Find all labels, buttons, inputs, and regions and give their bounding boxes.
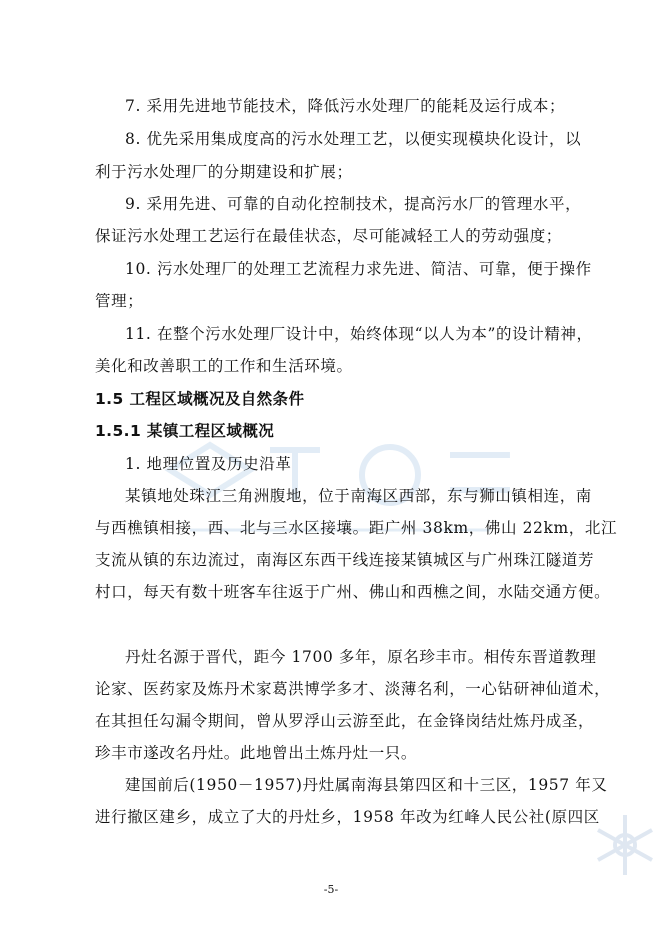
text-line: 11. 在整个污水处理厂设计中，始终体现“以人为本”的设计精神， xyxy=(125,325,593,343)
text-line: 进行撤区建乡，成立了大的丹灶乡，1958 年改为红峰人民公社(原四区 xyxy=(95,808,600,826)
text-line: 9. 采用先进、可靠的自动化控制技术，提高污水厂的管理水平， xyxy=(125,195,582,213)
subsection-heading: 1.5.1 某镇工程区域概况 xyxy=(95,422,275,440)
text-line: 与西樵镇相接，西、北与三水区接壤。距广州 38km，佛山 22km，北江 xyxy=(95,519,618,537)
text-line: 在其担任勾漏令期间，曾从罗浮山云游至此，在金锋岗结灶炼丹成圣， xyxy=(95,712,595,730)
text-line: 论家、医药家及炼丹术家葛洪博学多才、淡薄名利，一心钻研神仙道术， xyxy=(95,680,611,698)
sub-heading: 1. 地理位置及历史沿革 xyxy=(125,455,292,473)
text-line: 丹灶名源于晋代，距今 1700 多年，原名珍丰市。相传东晋道教理 xyxy=(125,648,597,666)
text-line: 利于污水处理厂的分期建设和扩展； xyxy=(95,163,353,181)
text-line: 8. 优先采用集成度高的污水处理工艺，以便实现模块化设计，以 xyxy=(125,130,582,148)
snowflake-watermark-icon xyxy=(590,810,660,880)
text-line: 珍丰市遂改名丹灶。此地曾出土炼丹灶一只。 xyxy=(95,744,418,762)
text-line: 10. 污水处理厂的处理工艺流程力求先进、简洁、可靠，便于操作 xyxy=(125,260,592,278)
section-heading: 1.5 工程区域概况及自然条件 xyxy=(95,390,305,408)
text-line: 美化和改善职工的工作和生活环境。 xyxy=(95,357,353,375)
text-line: 保证污水处理工艺运行在最佳状态，尽可能减轻工人的劳动强度； xyxy=(95,227,562,245)
text-line: 管理； xyxy=(95,292,144,310)
text-line: 建国前后(1950－1957)丹灶属南海县第四区和十三区，1957 年又 xyxy=(125,776,608,794)
text-line: 7. 采用先进地节能技术，降低污水处理厂的能耗及运行成本； xyxy=(125,97,566,115)
text-line: 村口，每天有数十班客车往返于广州、佛山和西樵之间，水陆交通方便。 xyxy=(95,583,611,601)
text-line: 支流从镇的东边流过，南海区东西干线连接某镇城区与广州珠江隧道芳 xyxy=(95,551,595,569)
text-line: 某镇地处珠江三角洲腹地，位于南海区西部，东与狮山镇相连，南 xyxy=(125,487,592,505)
page-number: -5- xyxy=(323,883,339,896)
